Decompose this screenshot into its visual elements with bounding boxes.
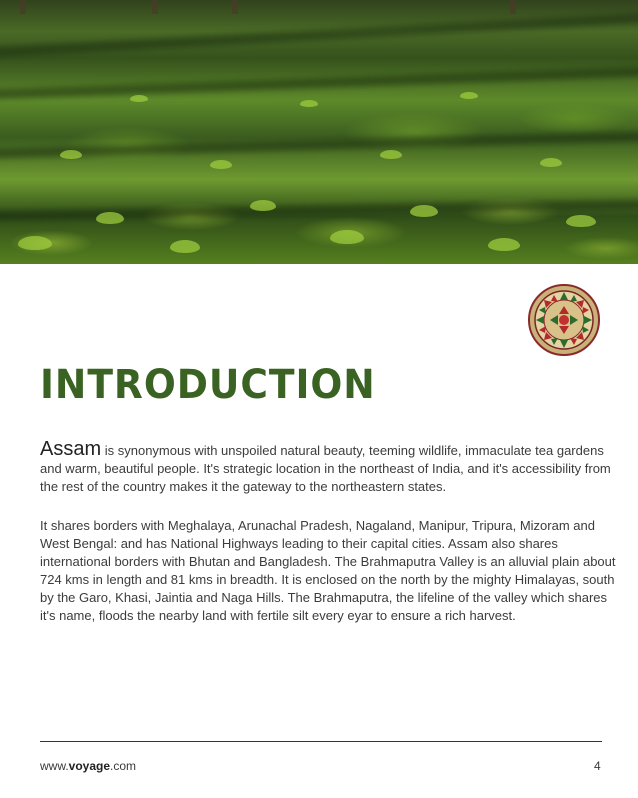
intro-paragraph-1 bbox=[40, 440, 620, 496]
hero-leaf bbox=[488, 238, 520, 251]
hero-leaf bbox=[330, 230, 364, 244]
paragraph-1-text: is synonymous with unspoiled natural beauty, teeming wildlife, immaculate tea gardens and warm, beautiful people. It's strategic location in the northeast of India, and it's accessibility from the rest of the country makes it the gateway to the northeastern states. bbox=[40, 443, 611, 494]
hero-row-shadow bbox=[0, 11, 638, 59]
hero-leaf bbox=[130, 95, 148, 102]
hero-leaf bbox=[460, 92, 478, 99]
page-number: 4 bbox=[594, 759, 601, 773]
hero-leaf bbox=[96, 212, 124, 224]
hero-stem bbox=[20, 0, 26, 14]
tea-garden-hero-image bbox=[0, 0, 638, 264]
hero-leaf bbox=[380, 150, 402, 159]
hero-row-shadow bbox=[0, 65, 638, 100]
url-prefix: www. bbox=[40, 759, 69, 773]
hero-stem bbox=[232, 0, 238, 14]
hero-leaf bbox=[60, 150, 82, 159]
hero-leaf bbox=[410, 205, 438, 217]
hero-leaf bbox=[540, 158, 562, 167]
japi-hat-medallion-icon bbox=[528, 284, 600, 356]
hero-row-shadow bbox=[0, 131, 638, 160]
hero-stem bbox=[510, 0, 516, 14]
url-suffix: .com bbox=[110, 759, 137, 773]
page-title: INTRODUCTION bbox=[40, 362, 376, 408]
hero-stem bbox=[152, 0, 158, 14]
lead-word: Assam bbox=[40, 438, 102, 460]
hero-leaf bbox=[170, 240, 200, 253]
footer-website-link[interactable] bbox=[40, 759, 136, 773]
hero-leaf bbox=[18, 236, 52, 250]
hero-leaf bbox=[566, 215, 596, 227]
footer-divider bbox=[40, 741, 602, 742]
hero-leaf bbox=[300, 100, 318, 107]
intro-paragraph-2: It shares borders with Meghalaya, Arunachal Pradesh, Nagaland, Manipur, Tripura, Mizoram and West Bengal: and has National Highways leading to their capital cities. Assam also shares international borders with Bhutan and Bangladesh. The Brahmaputra Valley is an alluvial plain about 724 kms in length and 81 kms in breadth. It is enclosed on the north by the mighty Himalayas, south by the Garo, Khasi, Jaintia and Naga Hills. The Brahmaputra, the lifeline of the valley which shares it's name, floods the nearby land with fertile silt every eyar to ensure a rich harvest. bbox=[40, 518, 616, 623]
url-brand: voyage bbox=[68, 759, 111, 773]
hero-leaf bbox=[250, 200, 276, 211]
hero-leaf bbox=[210, 160, 232, 169]
